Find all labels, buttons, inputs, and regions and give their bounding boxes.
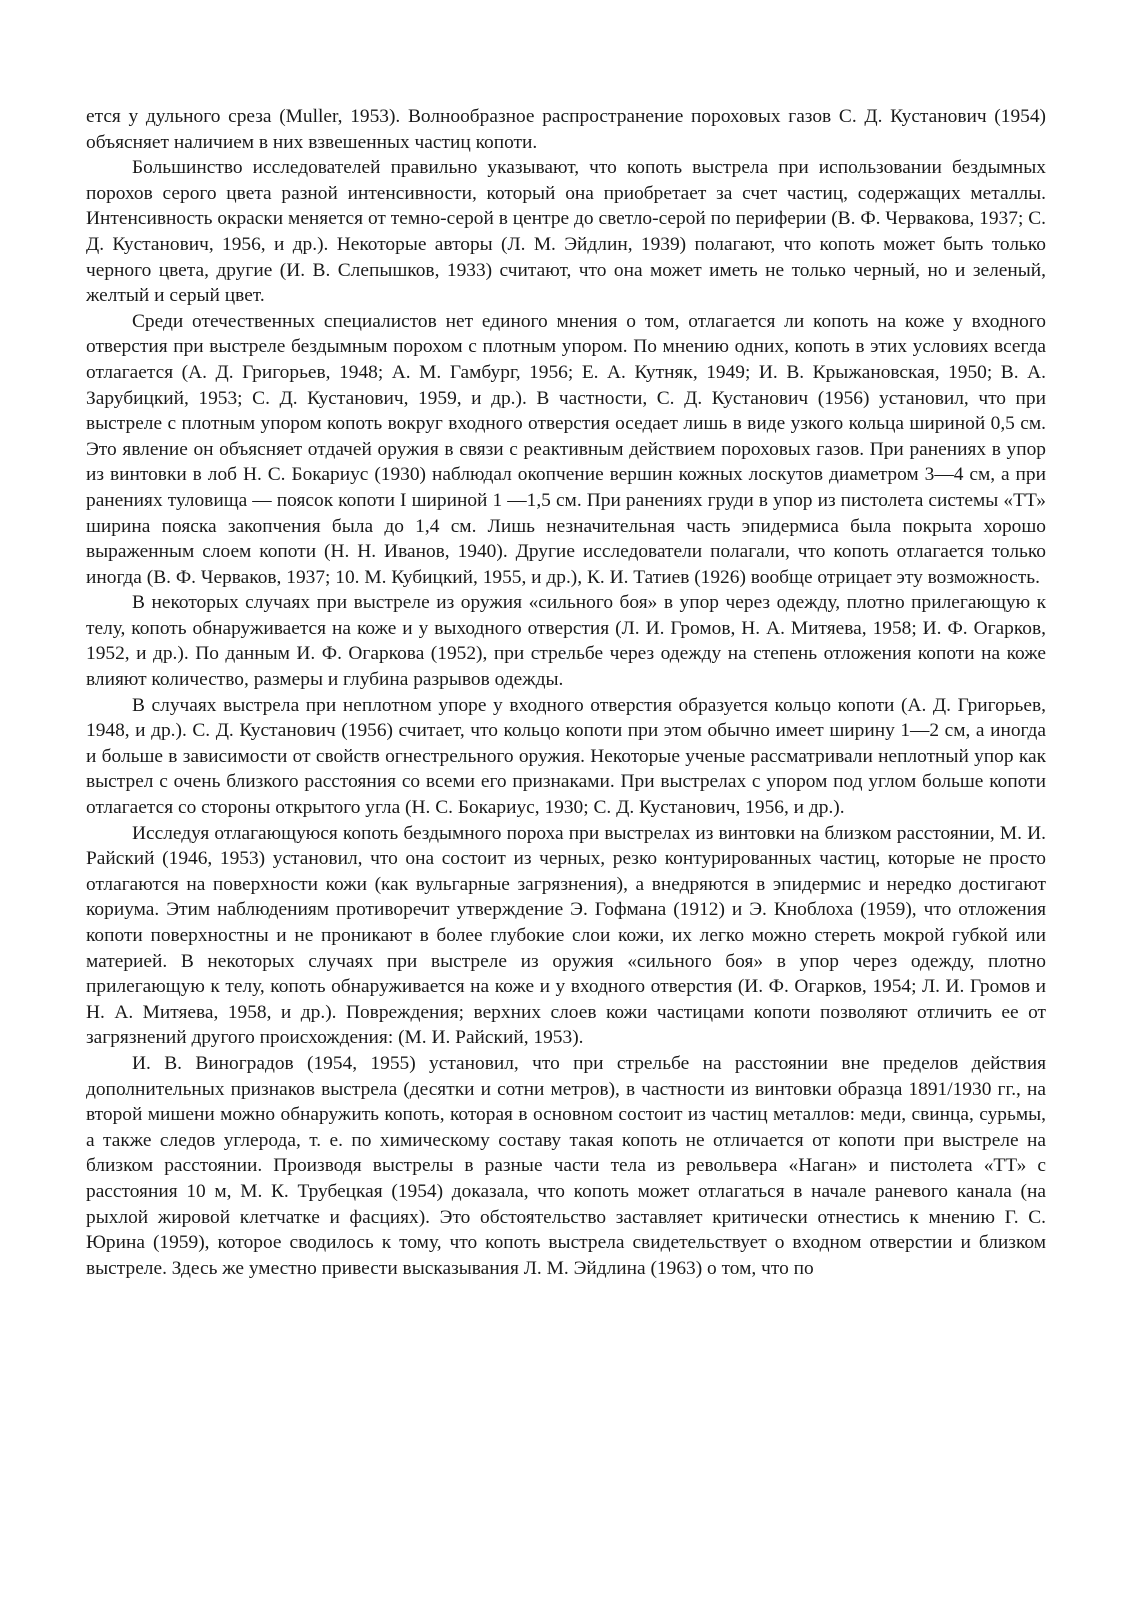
paragraph-7: И. В. Виноградов (1954, 1955) установил, что при стрельбе на расстоянии вне пределов действия дополнительных признаков выстрела (десятки и сотни метров), в частности из винтовки образца 1891/1930 гг., на второй мишени можно обнаружить копоть, которая в основном состоит из частиц металлов: меди, свинца, сурьмы, а также следов углерода, т. е. по химическому составу такая копоть не отличается от копоти при выстреле на близком расстоянии. Производя выстрелы в разные части тела из револьвера «Наган» и пистолета «ТТ» с расстояния 10 м, М. К. Трубецкая (1954) доказала, что копоть может отлагаться в начале раневого канала (на рыхлой жировой клетчатке и фасциях). Это обстоятельство заставляет критически отнестись к мнению Г. С. Юрина (1959), которое сводилось к тому, что копоть выстрела свидетельствует о входном отверстии и близком выстреле. Здесь же уместно привести высказывания Л. М. Эйдлина (1963) о том, что по — [86, 1052, 1046, 1279]
paragraph-1: ется у дульного среза (Muller, 1953). Волнообразное распространение пороховых газов С. Д. Кустанович (1954) объясняет наличием в них взвешенных частиц копоти. — [86, 106, 1046, 153]
paragraph-5: В случаях выстрела при неплотном упоре у входного отверстия образуется кольцо копоти (А. Д. Григорьев, 1948, и др.). С. Д. Кустанович (1956) считает, что кольцо копоти при этом обычно имеет ширину 1—2 см, а иногда и больше в зависимости от свойств огнестрельного оружия. Некоторые ученые рассматривали неплотный упор как выстрел с очень близкого расстояния со всеми его признаками. При выстрелах с упором под углом больше копоти отлагается со стороны открытого угла (Н. С. Бокариус, 1930; С. Д. Кустанович, 1956, и др.). — [86, 694, 1046, 819]
paragraph-6: Исследуя отлагающуюся копоть бездымного пороха при выстрелах из винтовки на близком расстоянии, М. И. Райский (1946, 1953) установил, что она состоит из черных, резко контурированных частиц, которые не просто отлагаются на поверхности кожи (как вульгарные загрязнения), а внедряются в эпидермис и нередко достигают кориума. Этим наблюдениям противоречит утверждение Э. Гофмана (1912) и Э. Кноблоха (1959), что отложения копоти поверхностны и не проникают в более глубокие слои кожи, их легко можно стереть мокрой губкой или материей. В некоторых случаях при выстреле из оружия «сильного боя» в упор через одежду, плотно прилегающую к телу, копоть обнаруживается на коже и у входного отверстия (И. Ф. Огарков, 1954; Л. И. Громов и Н. А. Митяева, 1958, и др.). Повреждения; верхних слоев кожи частицами копоти позволяют отличить ее от загрязнений другого происхождения: (М. И. Райский, 1953). — [86, 822, 1046, 1049]
page-body — [86, 104, 1046, 1281]
paragraph-2: Большинство исследователей правильно указывают, что копоть выстрела при использовании бездымных порохов серого цвета разной интенсивности, который она приобретает за счет частиц, содержащих металлы. Интенсивность окраски меняется от темно-серой в центре до светло-серой по периферии (В. Ф. Червакова, 1937; С. Д. Кустанович, 1956, и др.). Некоторые авторы (Л. М. Эйдлин, 1939) полагают, что копоть может быть только черного цвета, другие (И. В. Слепышков, 1933) считают, что она может иметь не только черный, но и зеленый, желтый и серый цвет. — [86, 157, 1046, 307]
paragraph-4: В некоторых случаях при выстреле из оружия «сильного боя» в упор через одежду, плотно прилегающую к телу, копоть обнаруживается на коже и у выходного отверстия (Л. И. Громов, Н. А. Митяева, 1958; И. Ф. Огарков, 1952, и др.). По данным И. Ф. Огаркова (1952), при стрельбе через одежду на степень отложения копоти на коже влияют количество, размеры и глубина разрывов одежды. — [86, 592, 1046, 691]
paragraph-3: Среди отечественных специалистов нет единого мнения о том, отлагается ли копоть на коже у входного отверстия при выстреле бездымным порохом с плотным упором. По мнению одних, копоть в этих условиях всегда отлагается (А. Д. Григорьев, 1948; А. М. Гамбург, 1956; Е. А. Кутняк, 1949; И. В. Крыжановская, 1950; В. А. Зарубицкий, 1953; С. Д. Кустанович, 1959, и др.). В частности, С. Д. Кустанович (1956) установил, что при выстреле с плотным упором копоть вокруг входного отверстия оседает лишь в виде узкого кольца шириной 0,5 см. Это явление он объясняет отдачей оружия в связи с реактивным действием пороховых газов. При ранениях в упор из винтовки в лоб Н. С. Бокариус (1930) наблюдал окопчение вершин кожных лоскутов диаметром 3—4 см, а при ранениях туловища — поясок копоти I шириной 1 —1,5 см. При ранениях груди в упор из пистолета системы «ТТ» ширина пояска закопчения была до 1,4 см. Лишь незначительная часть эпидермиса была покрыта хорошо выраженным слоем копоти (Н. Н. Иванов, 1940). Другие исследователи полагали, что копоть отлагается только иногда (В. Ф. Черваков, 1937; 10. М. Кубицкий, 1955, и др.), К. И. Татиев (1926) вообще отрицает эту возможность. — [86, 310, 1046, 588]
